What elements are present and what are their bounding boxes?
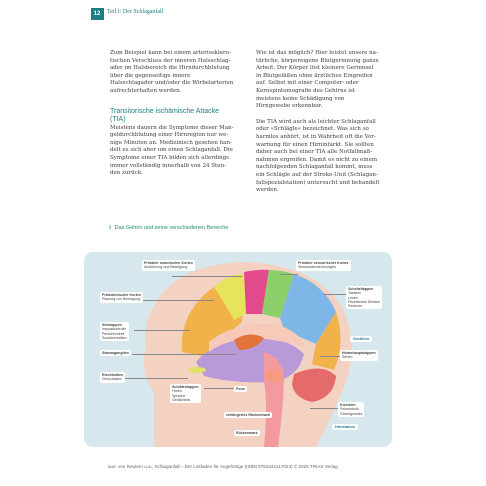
leader-sensory: [280, 274, 298, 275]
left-paragraph-1: Zum Beispiel kann bei einem arteriosklerotischen Verschluss der inneren Halsschlagader im Halsbereich die Hirndurchblutung über die gegenseitige innere Halsschlagader und/oder die Wirbelarterien aufrechterhalten werden.: [110, 50, 234, 94]
label-primary-motor-cortex: Primärer motorischer Kortex Ausführung und Bewegung: [144, 261, 193, 270]
olfactory-bulb: [188, 367, 206, 373]
left-paragraph-2: Meistens dauern die Symptome dieser Mangeldurchblutung einer Hirnregion nur wenige Minuten an. Medizinisch gesehen handelt es sich aber um einen Schlaganfall. Die Symptome einer TIA bilden sich allerdings immer vollständig innerhalb von 24 Stunden zurück.: [110, 124, 234, 177]
tia-subheading: Transitorische ischämische Attacke (TIA): [110, 107, 220, 123]
leader-parietal: [324, 294, 346, 295]
right-column: [256, 50, 380, 195]
leader-basal: [132, 354, 236, 355]
label-primary-sensory-cortex: Primärer sensorischer Kortex Sinneswahrnehmungen: [298, 261, 349, 270]
leader-premotor: [140, 300, 214, 301]
left-column: [110, 50, 234, 178]
tag-cerebrum: Großhirn: [350, 336, 372, 342]
tag-brainstem: Hirnstamm: [332, 424, 358, 430]
label-spinal-cord: Rückenmark: [236, 431, 258, 435]
brain-illustration: [84, 252, 392, 447]
down-arrow-icon: ⇩: [108, 225, 113, 231]
right-paragraph-1: Wie ist das möglich? Hier leistet unsere natürliche, körpereigene Blutgerinnung ganze Arbeit. Der Körper löst kleinere Gerinnsel in Blutgefäßen ohne ärztliches Eingreifen auf. Selbst mit einer Computer- oder Kernspintomografie des Gehirns ist meistens keine Schädigung von Hirngewebe erkennbar.: [256, 50, 379, 110]
running-head: Teil I: Der Schlaganfall: [107, 9, 164, 15]
leader-olfactory: [124, 378, 188, 379]
label-occipital-lobe: Hinterhauptslappen Sehen: [342, 351, 376, 360]
label-parietal-lobe: Scheitellappen Tastsinn Lesen Räumliches Denken Rechnen: [348, 287, 381, 309]
header-rule: [103, 8, 104, 20]
label-frontal-lobe: Stirnlappen Impulskontrolle Persönlichkeit Sozialverhalten: [102, 323, 127, 340]
pons: [266, 369, 282, 383]
label-premotor-cortex: Prämotorischer Kortex Planung von Bewegung: [102, 293, 141, 302]
leader-cerebellum: [310, 408, 338, 409]
label-temporal-lobe: Schläfenlappen Hören Sprache Gedächtnis: [172, 385, 199, 402]
leader-temporal: [204, 388, 234, 389]
label-cerebellum: Kleinhirn Feinmotorik Gleichgewicht: [340, 403, 363, 416]
footer-citation: aus: von Reutern u.a., Schlaganfall – Der Leitfaden für Angehörige (ISBN 9783432117023) © 2025 TRIAS Verlag: [108, 464, 338, 469]
label-pons: Pons: [236, 387, 245, 391]
label-basal-ganglia: Stammganglien: [102, 351, 129, 355]
caption-text: Das Gehirn und seine verschiedenen Bereiche: [114, 225, 229, 231]
right-paragraph-2: Die TIA wird auch als leichter Schlaganfall oder »Schlägle« bezeichnet. Was sich so harmlos anhört, ist in Wahrheit oft die Vorwarnung für einen Hirninfarkt. Sie sollten daher auch bei einer TIA alle Notfallmaßnahmen ergreifen. Damit es nicht zu einem nachfolgenden Schlaganfall kommt, muss ein Schlägle auf der Stroke-Unit (Schlaganfallspezialstation) untersucht und behandelt werden.: [256, 118, 380, 194]
page-number: 12: [91, 8, 103, 20]
label-olfactory-bulb: Riechkolben Geruchssinn: [102, 373, 124, 382]
figure-caption: [108, 224, 248, 232]
leader-frontal: [134, 330, 190, 331]
leader-motor: [172, 276, 242, 277]
label-medulla: verlängertes Rückenmark: [226, 413, 270, 417]
